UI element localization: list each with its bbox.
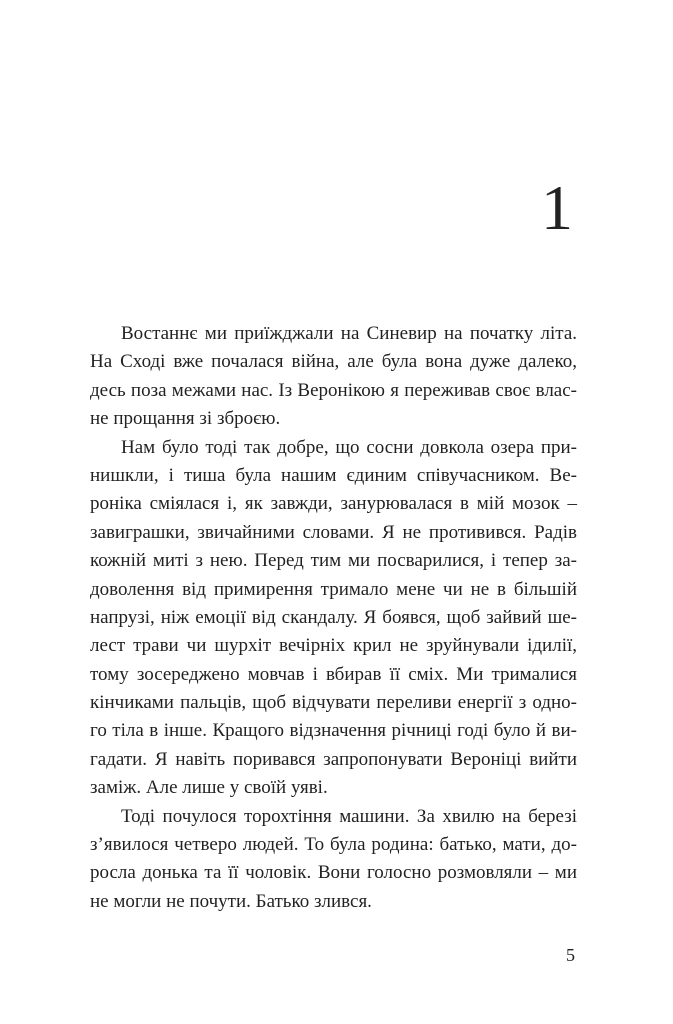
paragraph-1 — [90, 320, 577, 434]
text-line: На Сході вже почалася війна, але була вона дуже далеко, — [90, 351, 577, 373]
text-line: Востаннє ми приїжджали на Синевир на початку літа. — [121, 323, 577, 344]
text-line: доволення від примирення тримало мене чи не в більшій — [90, 578, 577, 600]
text-line: десь поза межами нас. Із Веронікою я переживав своє влас- — [90, 379, 577, 401]
text-line: кожній миті з нею. Перед тим ми посварилися, і тепер за- — [90, 550, 577, 572]
paragraph-3 — [90, 803, 577, 917]
chapter-body — [90, 320, 577, 916]
paragraph-2 — [90, 434, 577, 803]
text-line: роніка сміялася і, як завжди, занурювалася в мій мозок – — [90, 493, 577, 515]
text-line: напрузі, ніж емоції від скандалу. Я боявся, щоб зайвий ше- — [90, 606, 577, 628]
text-line: не могли не почути. Батько злився. — [90, 890, 372, 912]
text-line: не прощання зі зброєю. — [90, 408, 281, 430]
page-number: 5 — [566, 945, 575, 965]
text-line: нишкли, і тиша була нашим єдиним співучасником. Ве- — [90, 464, 577, 486]
chapter-number: 1 — [541, 172, 573, 243]
text-line: з’явилося четверо людей. То була родина: батько, мати, до- — [90, 834, 577, 856]
text-line: Тоді почулося торохтіння машини. За хвилю на березі — [121, 805, 577, 827]
text-line: лест трави чи шурхіт вечірніх крил не зруйнували ідилії, — [90, 635, 577, 657]
text-line: гадати. Я навіть поривався запропонувати Вероніці вийти — [90, 748, 577, 770]
text-line: кінчиками пальців, щоб відчувати переливи енергії з одно- — [90, 692, 577, 714]
text-line: Нам було тоді так добре, що сосни довкола озера при- — [121, 436, 577, 458]
text-line: тому зосереджено мовчав і вбирав її сміх. Ми трималися — [90, 663, 577, 685]
text-line: завиграшки, звичайними словами. Я не противився. Радів — [90, 521, 577, 543]
text-line: го тіла в інше. Кращого відзначення річниці годі було й ви- — [90, 720, 577, 742]
text-line: росла донька та її чоловік. Вони голосно розмовляли – ми — [90, 862, 577, 884]
text-line: заміж. Але лише у своїй уяві. — [90, 777, 328, 799]
